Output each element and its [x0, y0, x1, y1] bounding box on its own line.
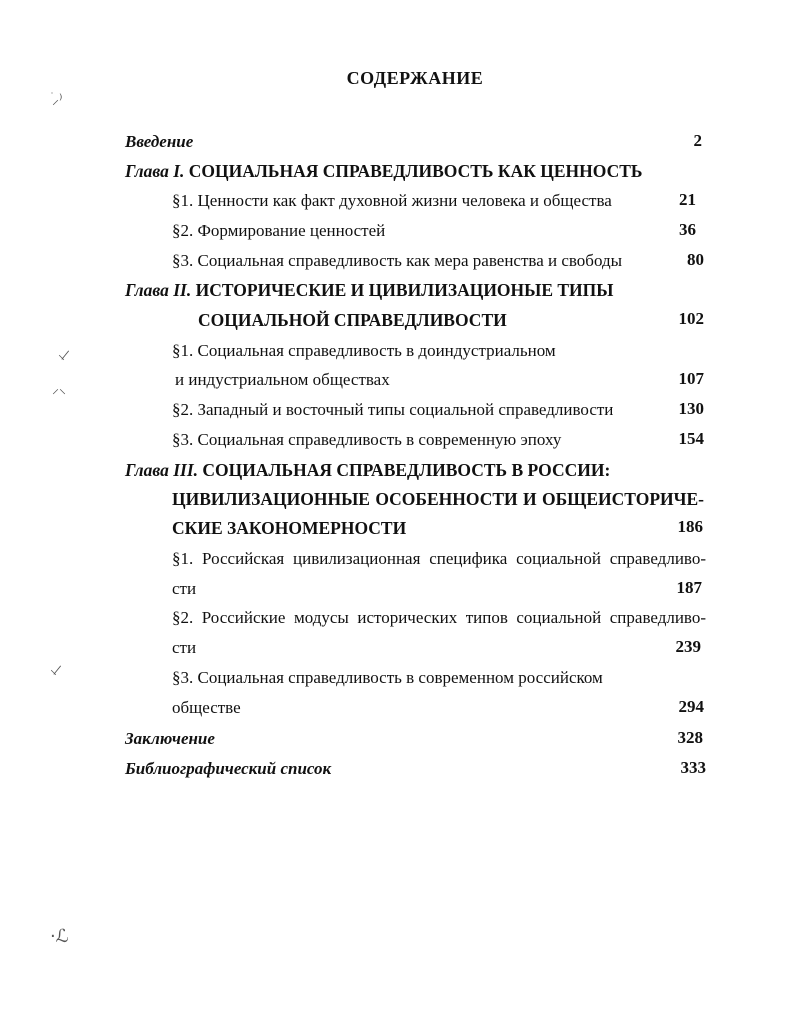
chapter-prefix: Глава III.: [125, 460, 198, 480]
toc-page: 294: [678, 697, 704, 716]
toc-section: §1. Ценности как факт духовной жизни человека и общества: [172, 191, 612, 210]
chapter-title-cont: ЦИВИЛИЗАЦИОННЫЕ ОСОБЕННОСТИ И ОБЩЕИСТОРИЧЕ-: [172, 489, 704, 509]
margin-mark: ⸜ ̷: [50, 662, 62, 678]
toc-bibliography: Библиографический список: [125, 759, 332, 778]
margin-mark: ·ℒ: [50, 926, 69, 947]
toc-page: 130: [678, 399, 704, 418]
page-title: СОДЕРЖАНИЕ: [346, 68, 484, 88]
toc-page: 239: [675, 637, 701, 656]
toc-section-cont: сти: [172, 579, 197, 598]
chapter-prefix: Глава II.: [125, 280, 192, 300]
margin-mark: ⸍⸌: [52, 387, 66, 403]
toc-section-cont: обществе: [172, 698, 241, 717]
toc-chapter-2: [125, 279, 613, 301]
toc-page: 80: [687, 250, 704, 269]
chapter-prefix: Глава I.: [125, 161, 185, 181]
chapter-title: СОЦИАЛЬНАЯ СПРАВЕДЛИВОСТЬ В РОССИИ:: [202, 460, 611, 480]
toc-chapter-1: [125, 160, 642, 182]
toc-section: §2. Западный и восточный типы социальной справедливости: [172, 400, 614, 419]
chapter-title: ИСТОРИЧЕСКИЕ И ЦИВИЛИЗАЦИОНЫЕ ТИПЫ: [195, 280, 614, 300]
toc-page: 154: [678, 429, 704, 448]
toc-section: §3. Социальная справедливость в современную эпоху: [172, 430, 562, 449]
toc-page: 2: [693, 131, 702, 150]
toc-section: §2. Российские модусы исторических типов социальной справедливо-: [172, 608, 706, 627]
toc-section: §1. Российская цивилизационная специфика социальной справедливо-: [172, 549, 706, 568]
toc-chapter-3: [125, 459, 610, 481]
toc-section: §1. Социальная справедливость в доиндустриальном: [172, 341, 556, 360]
chapter-title: СОЦИАЛЬНАЯ СПРАВЕДЛИВОСТЬ КАК ЦЕННОСТЬ: [188, 161, 643, 181]
toc-page: 186: [677, 517, 703, 536]
toc-page: 107: [678, 369, 704, 388]
chapter-title-cont: СКИЕ ЗАКОНОМЕРНОСТИ: [172, 518, 407, 538]
toc-conclusion: Заключение: [125, 729, 215, 748]
toc-page: 187: [676, 578, 702, 597]
toc-section-cont: сти: [172, 638, 197, 657]
margin-mark: ⸜ ̷: [58, 347, 70, 363]
toc-section-cont: и индустриальном обществах: [175, 370, 390, 389]
toc-page: 36: [679, 220, 696, 239]
toc-page: 333: [680, 758, 706, 777]
toc-page: 328: [677, 728, 703, 747]
margin-mark: ׄ⸝⁾: [52, 92, 63, 108]
toc-section: §3. Социальная справедливость в современном российском: [172, 668, 603, 687]
chapter-title-cont: СОЦИАЛЬНОЙ СПРАВЕДЛИВОСТИ: [198, 310, 507, 330]
toc-section: §3. Социальная справедливость как мера равенства и свободы: [172, 251, 623, 270]
toc-section: §2. Формирование ценностей: [172, 221, 386, 240]
toc-page: 102: [678, 309, 704, 328]
toc-page: 21: [679, 190, 696, 209]
toc-intro: Введение: [125, 132, 194, 151]
